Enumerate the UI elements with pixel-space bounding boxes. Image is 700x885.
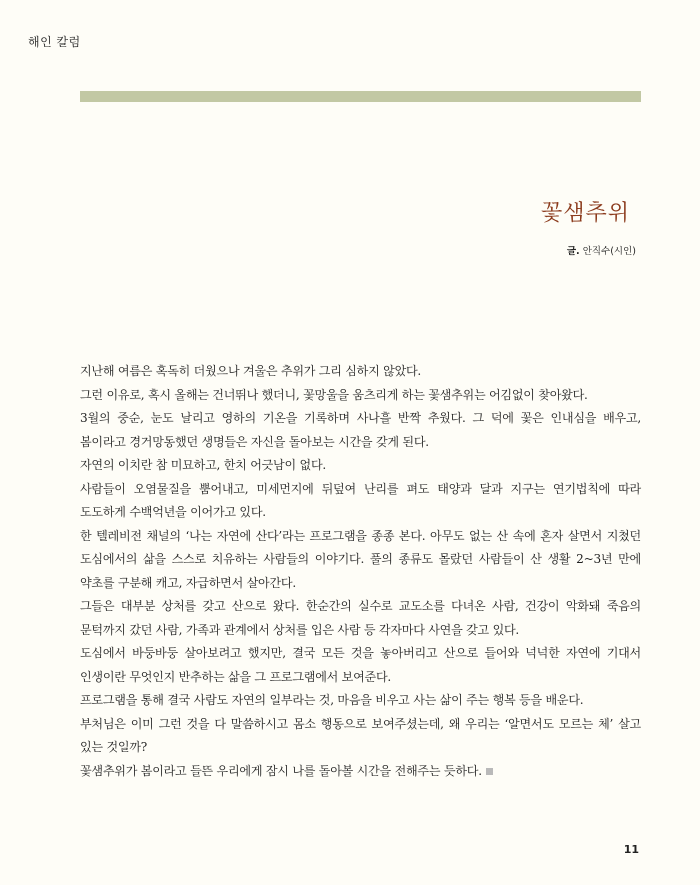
byline <box>567 243 636 257</box>
paragraph: 프로그램을 통해 결국 사람도 자연의 일부라는 것, 마음을 비우고 사는 삶이 주는 행복 등을 배운다. <box>80 693 584 707</box>
byline-label: 글. <box>566 246 580 257</box>
paragraph: 사람들이 오염물질을 뿜어내고, 미세먼지에 뒤덮여 난리를 펴도 태양과 달과 지구는 연기법칙에 따라 도도하게 수백억년을 이어가고 있다. <box>80 481 641 519</box>
last-paragraph <box>80 760 641 784</box>
article-title: 꽃샘추위 <box>540 201 630 226</box>
page-number: 11 <box>623 843 639 856</box>
paragraph: 한 텔레비전 채널의 ‘나는 자연에 산다’라는 프로그램을 종종 본다. 아무도 없는 산 속에 혼자 살면서 지쳤던 도심에서의 삶을 스스로 치유하는 사람들의 이야기다. 풀의 종류도 몰랐던 사람들이 산 생활 2~3년 만에 약초를 구분해 캐고, 자급하면서 살아간다. <box>80 528 641 590</box>
end-mark-icon <box>486 768 493 775</box>
section-header: 해인 칼럼 <box>28 35 81 49</box>
last-paragraph-text: 꽃샘추위가 봄이라고 들뜬 우리에게 잠시 나를 돌아볼 시간을 전해주는 듯하다. <box>80 763 482 778</box>
paragraph: 그들은 대부분 상처를 갖고 산으로 왔다. 한순간의 실수로 교도소를 다녀온 사람, 건강이 악화돼 죽음의 문턱까지 갔던 사람, 가족과 관계에서 상처를 입은 사람 등 각자마다 사연을 갖고 있다. <box>80 599 641 637</box>
paragraph: 도심에서 바둥바둥 살아보려고 했지만, 결국 모든 것을 놓아버리고 산으로 들어와 넉넉한 자연에 기대서 인생이란 무엇인지 반추하는 삶을 그 프로그램에서 보여준다. <box>80 646 641 684</box>
accent-bar <box>80 91 641 102</box>
paragraph: 지난해 여름은 혹독히 더웠으나 겨울은 추위가 그리 심하지 않았다. <box>80 364 422 378</box>
paragraph: 부처님은 이미 그런 것을 다 말씀하시고 몸소 행동으로 보여주셨는데, 왜 우리는 ‘알면서도 모르는 체’ 살고 있는 것일까? <box>80 716 641 754</box>
paragraph: 그런 이유로, 혹시 올해는 건너뛰나 했더니, 꽃망울을 움츠리게 하는 꽃샘추위는 어김없이 찾아왔다. <box>80 387 588 402</box>
paragraph: 3월의 중순, 눈도 날리고 영하의 기온을 기록하며 사나흘 반짝 추웠다. 그 덕에 꽃은 인내심을 배우고, 봄이라고 경거망동했던 생명들은 자신을 돌아보는 시간을 갖게 된다. <box>80 411 641 449</box>
paragraph: 자연의 이치란 참 미묘하고, 한치 어긋남이 없다. <box>80 458 326 472</box>
byline-author: 안직수(시인) <box>582 246 636 257</box>
article-body <box>80 360 641 783</box>
